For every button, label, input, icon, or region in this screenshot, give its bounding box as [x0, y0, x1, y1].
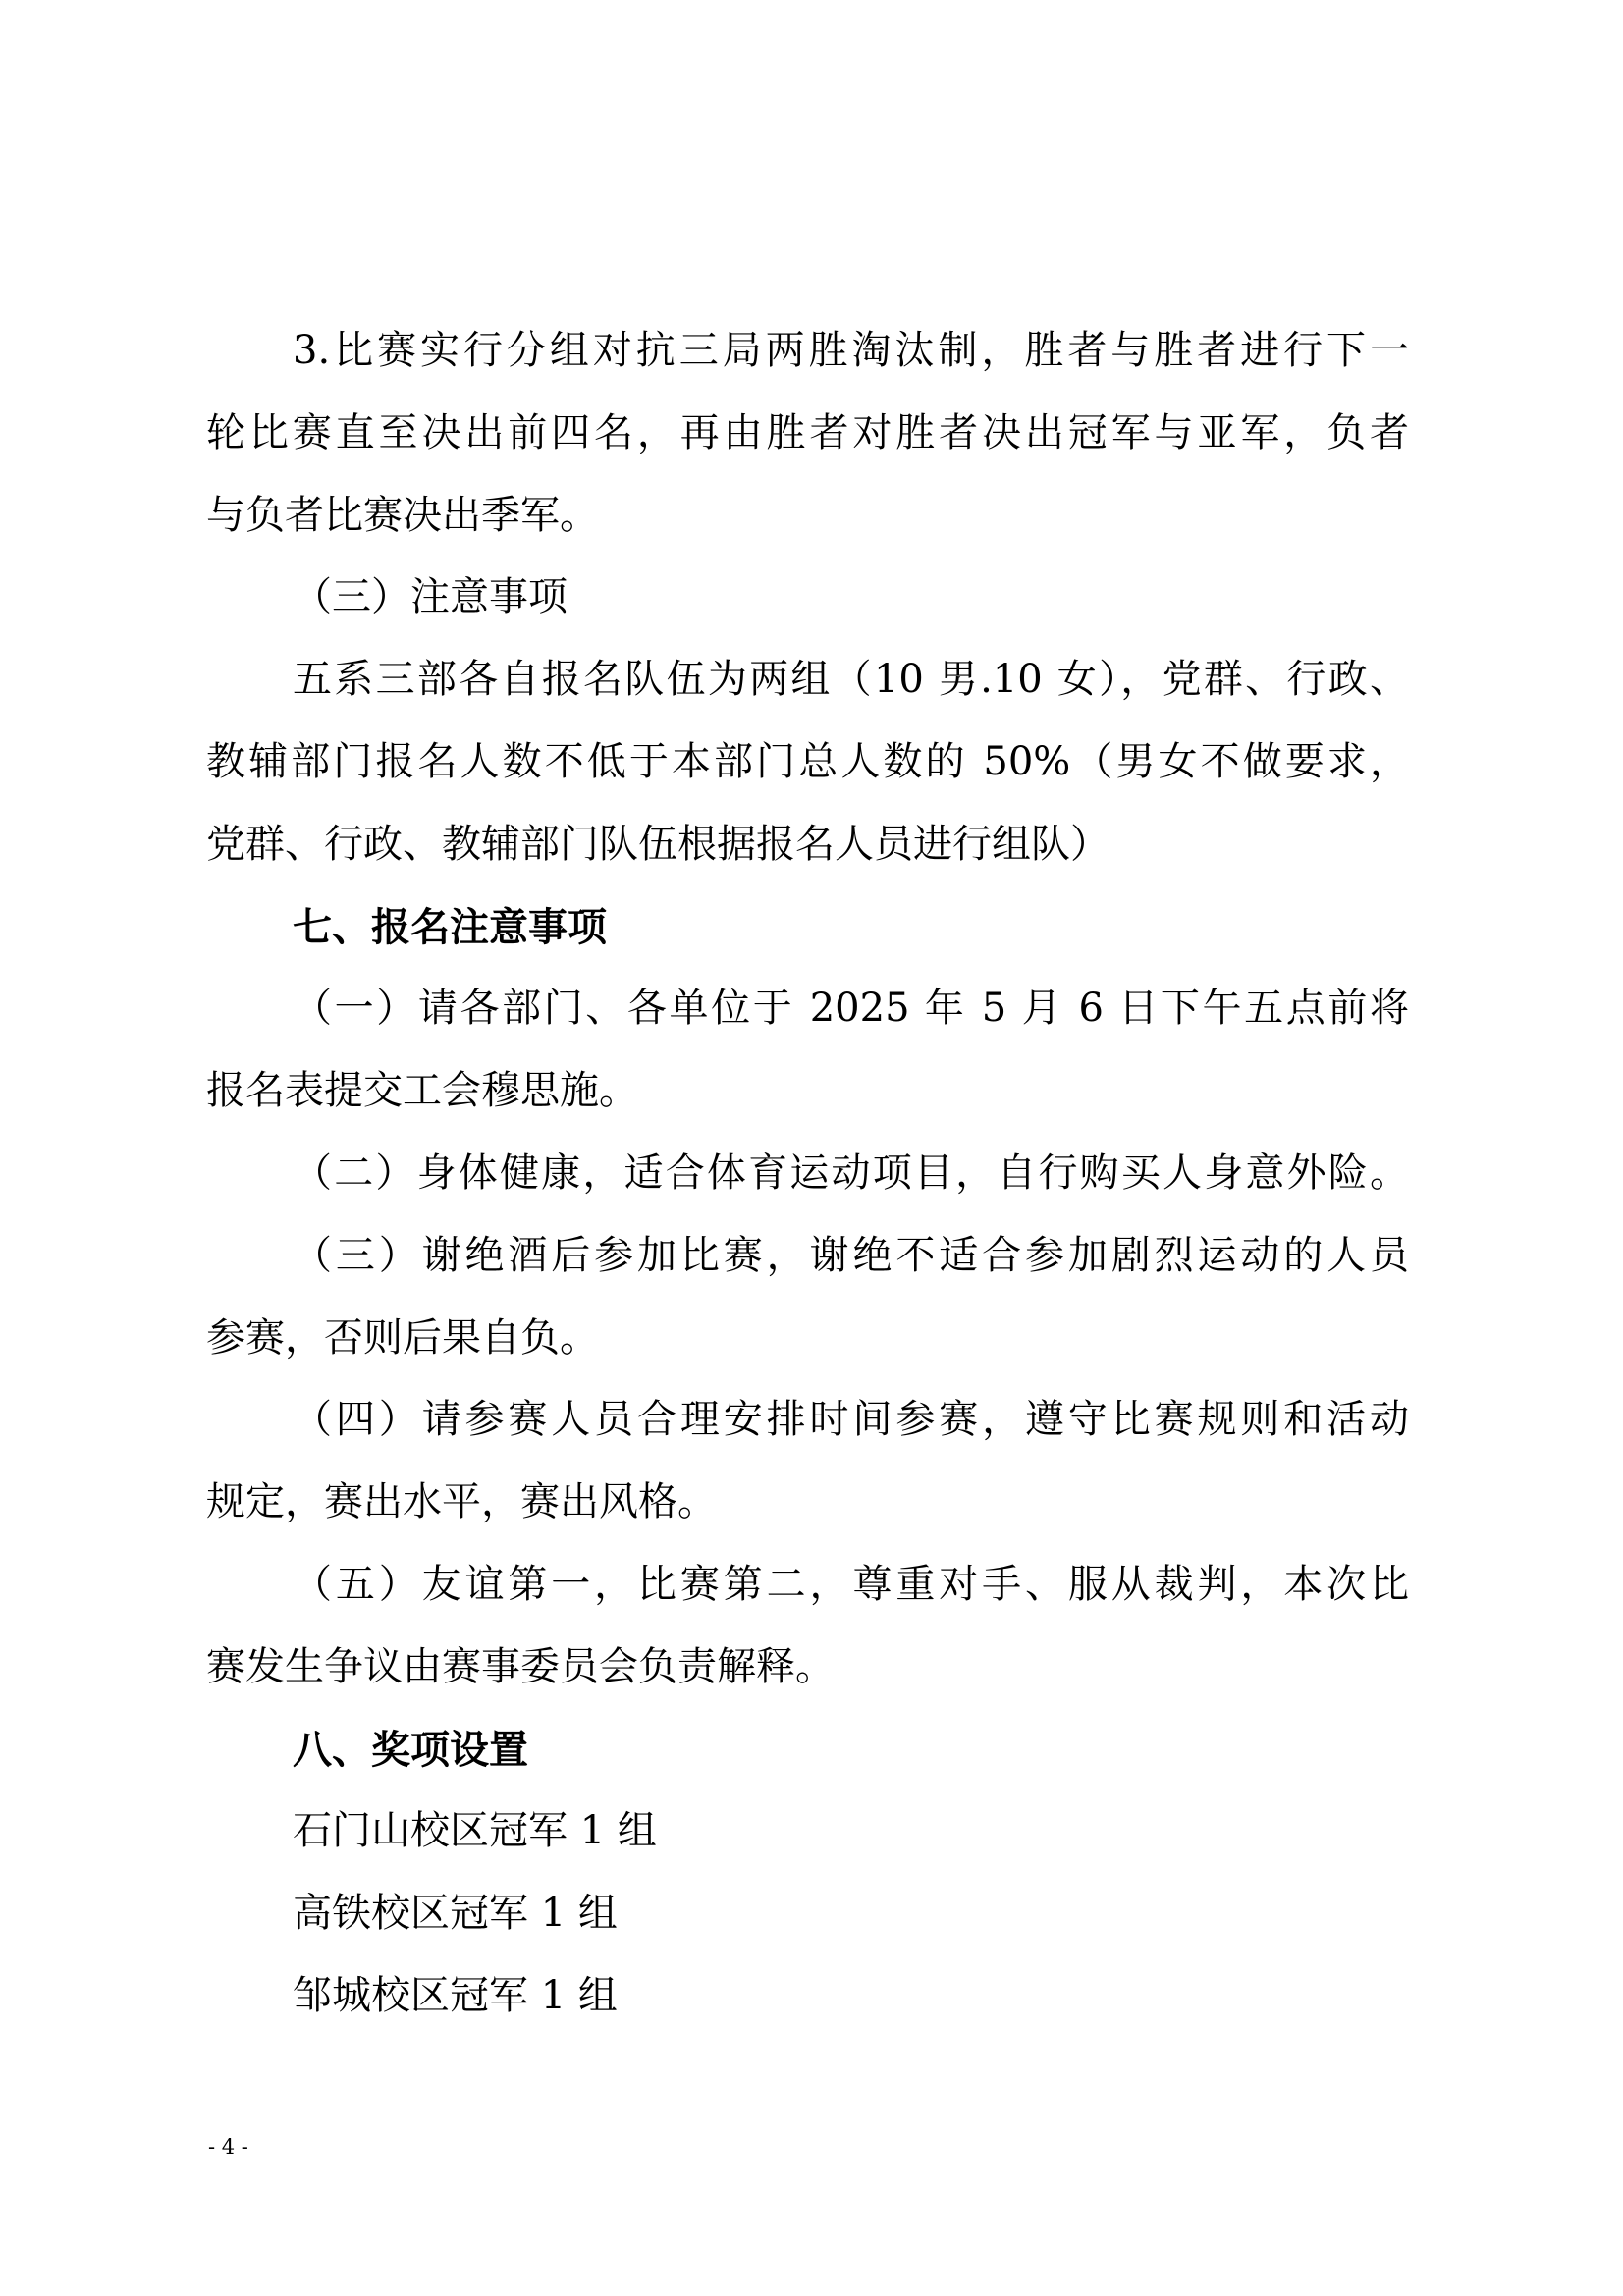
body-text-line: （三）谢绝酒后参加比赛，谢绝不适合参加剧烈运动的人员: [293, 1232, 1409, 1278]
body-text-line: 规定，赛出水平，赛出风格。: [206, 1479, 717, 1525]
award-item: 石门山校区冠军 1 组: [293, 1808, 657, 1854]
body-text-line: 五系三部各自报名队伍为两组（10 男.10 女），党群、行政、: [293, 657, 1409, 703]
section-heading-7: [206, 886, 1409, 969]
paragraph-team-registration: [206, 639, 1409, 885]
body-text-line: 教辅部门报名人数不低于本部门总人数的 50%（男女不做要求，: [206, 738, 1409, 784]
award-list: [206, 1790, 1409, 2037]
body-text-line: 赛发生争议由赛事委员会负责解释。: [206, 1643, 835, 1689]
body-text-line: 轮比赛直至决出前四名，再由胜者对胜者决出冠军与亚军，负者: [206, 409, 1409, 455]
paragraph-item-4: [206, 1379, 1409, 1544]
body-text-line: （四）请参赛人员合理安排时间参赛，遵守比赛规则和活动: [293, 1397, 1409, 1443]
section-heading: 八、奖项设置: [293, 1726, 528, 1773]
paragraph-item-1: [206, 968, 1409, 1133]
body-text-line: （二）身体健康，适合体育运动项目，自行购买人身意外险。: [293, 1149, 1409, 1196]
paragraph-rule-3: [206, 310, 1409, 557]
document-body: [206, 310, 1409, 2038]
paragraph-item-2: [206, 1133, 1409, 1215]
body-text-line: 3.比赛实行分组对抗三局两胜淘汰制，胜者与胜者进行下一: [293, 328, 1409, 373]
section-heading: 七、报名注意事项: [293, 903, 607, 950]
section-heading-8: [206, 1709, 1409, 1791]
body-text-line: 与负者比赛决出季军。: [206, 492, 599, 538]
award-item: 邹城校区冠军 1 组: [293, 1972, 618, 2018]
body-text-line: （一）请各部门、各单位于 2025 年 5 月 6 日下午五点前将: [293, 986, 1409, 1032]
paragraph-item-5: [206, 1544, 1409, 1709]
body-text-line: 参赛，否则后果自负。: [206, 1314, 599, 1361]
body-text-line: 党群、行政、教辅部门队伍根据报名人员进行组队）: [206, 821, 1109, 867]
subheading-notes: [206, 557, 1409, 639]
subheading-text: （三）注意事项: [293, 574, 568, 620]
body-text-line: （五）友谊第一，比赛第二，尊重对手、服从裁判，本次比: [293, 1561, 1409, 1607]
page-number: - 4 -: [208, 2135, 248, 2159]
body-text-line: 报名表提交工会穆思施。: [206, 1068, 638, 1114]
paragraph-item-3: [206, 1215, 1409, 1380]
award-item: 高铁校区冠军 1 组: [293, 1891, 618, 1937]
